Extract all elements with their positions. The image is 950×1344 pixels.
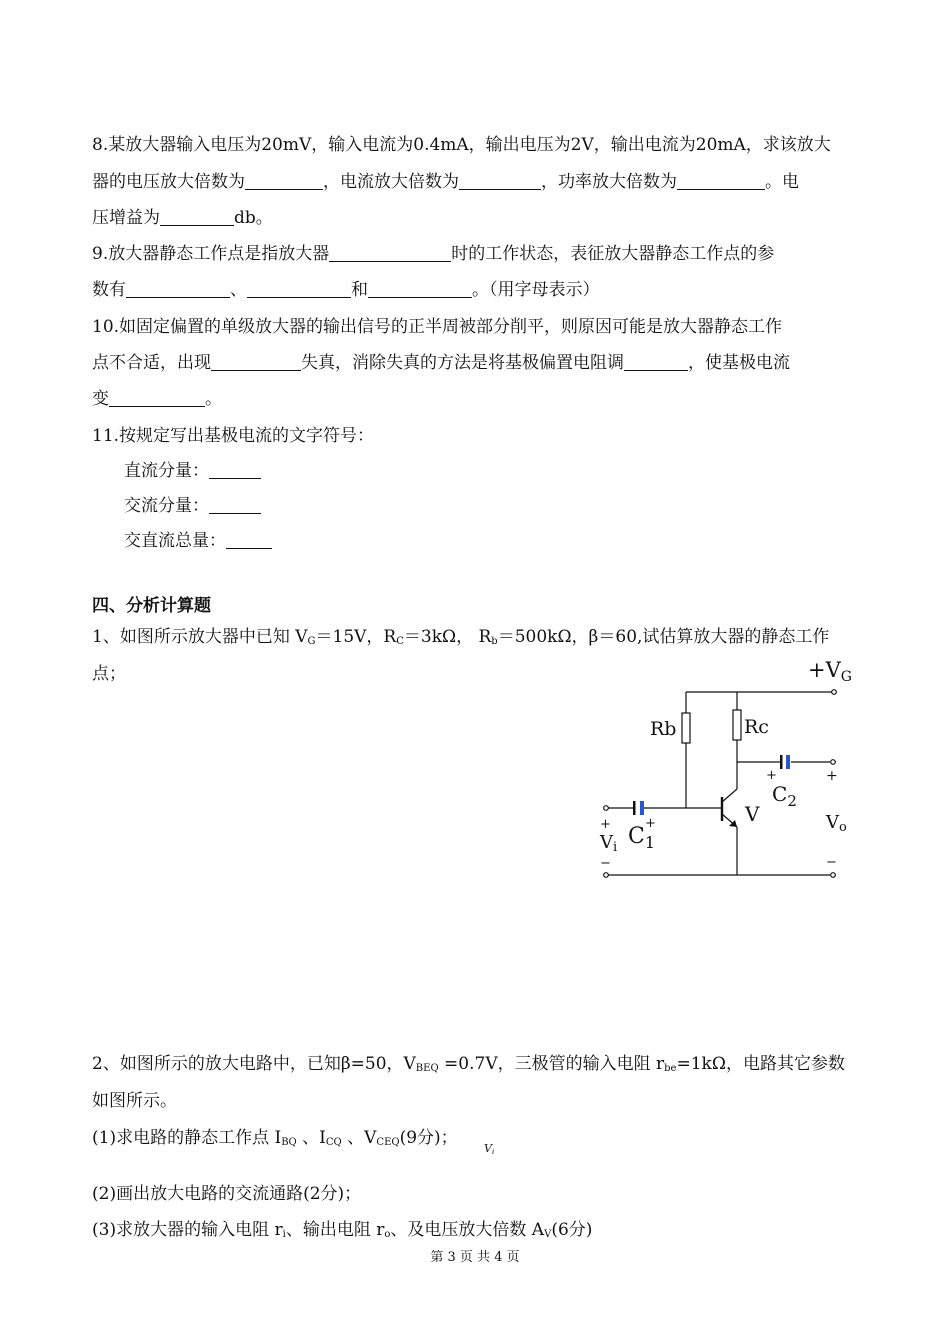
p2-text: (1)求电路的静态工作点 I — [92, 1128, 282, 1148]
q11-label: 直流分量： — [124, 461, 209, 481]
answer-blank[interactable] — [245, 171, 323, 190]
vo-label: Vo — [826, 812, 847, 835]
q11-label: 交流分量： — [124, 496, 209, 516]
answer-blank[interactable] — [211, 352, 301, 371]
terminal — [604, 806, 609, 811]
q8-text: 器的电压放大倍数为 — [92, 172, 245, 192]
p1-text: ＝500kΩ，β＝60,试估算放大器的静态工作 — [497, 627, 830, 647]
q8-line2 — [92, 170, 799, 194]
answer-blank[interactable] — [459, 171, 541, 190]
p2-line1 — [92, 1052, 845, 1081]
subscript: G — [307, 636, 316, 647]
answer-blank[interactable] — [126, 279, 230, 298]
q8-line3 — [92, 206, 273, 230]
q10-text: 变 — [92, 389, 109, 409]
answer-blank[interactable] — [209, 460, 261, 479]
p2-q2: (2)画出放大电路的交流通路(2分)； — [92, 1184, 362, 1204]
q9-text: 数有 — [92, 280, 126, 300]
c2-plus: + — [766, 768, 777, 783]
q10-line3 — [92, 387, 222, 411]
vi-plus: + — [600, 817, 611, 832]
p2-text: 、V — [341, 1128, 377, 1148]
answer-blank[interactable] — [247, 279, 351, 298]
vo-minus: − — [826, 855, 837, 870]
answer-blank[interactable] — [677, 171, 765, 190]
terminal — [831, 760, 836, 765]
q9-text: 。（用字母表示） — [472, 280, 600, 300]
answer-blank[interactable] — [368, 279, 472, 298]
answer-blank[interactable] — [160, 207, 234, 226]
transistor-label: V — [745, 802, 760, 826]
q9-text: 时的工作状态，表征放大器静态工作点的参 — [451, 244, 775, 264]
q9-line2 — [92, 278, 600, 302]
answer-blank[interactable] — [624, 352, 688, 371]
vi-minus: − — [600, 856, 611, 871]
q10-text: ，使基极电流 — [688, 353, 790, 373]
terminal — [604, 873, 609, 878]
amplifier-circuit-diagram — [590, 655, 860, 890]
q10-text: 失真，消除失真的方法是将基极偏置电阻调 — [301, 353, 624, 373]
rb-label: Rb — [650, 718, 677, 740]
p2-q1 — [92, 1126, 458, 1155]
answer-blank[interactable] — [226, 530, 272, 549]
subscript: i — [282, 1229, 286, 1240]
p2-text: (6分) — [551, 1220, 593, 1240]
terminal — [832, 690, 837, 695]
subscript: CQ — [325, 1137, 342, 1148]
answer-blank[interactable] — [329, 243, 451, 262]
p2-text: =0.7V，三极管的输入电阻 r — [438, 1054, 665, 1074]
subscript: BEQ — [415, 1063, 439, 1074]
resistor-rc — [733, 710, 741, 740]
vg-label: +VG — [808, 658, 852, 685]
subscript: C — [396, 636, 404, 647]
c1-label: $C_1$ — [628, 824, 656, 852]
q8-text: db。 — [234, 208, 273, 228]
p1-line1 — [92, 625, 829, 654]
p2-text: 、输出电阻 r — [285, 1220, 385, 1240]
terminal — [831, 873, 836, 878]
c2-label: $C_2$ — [772, 782, 797, 810]
q9-text: 9.放大器静态工作点是指放大器 — [92, 244, 330, 264]
subscript: BQ — [281, 1137, 297, 1148]
p2-text: (9分)； — [399, 1128, 458, 1148]
capacitor-c2 — [780, 755, 783, 769]
subscript: b — [491, 636, 498, 647]
subscript: CEQ — [376, 1137, 400, 1148]
page-footer: 第 3 页 共 4 页 — [430, 1250, 520, 1265]
stray-vi-label: $V_i$ — [484, 1142, 495, 1156]
p2-text: 2、如图所示的放大电路中，已知β=50，V — [92, 1054, 416, 1074]
q9-text: 、 — [230, 280, 247, 300]
subscript: be — [664, 1063, 677, 1074]
q8-text: ，功率放大倍数为 — [541, 172, 677, 192]
p2-text: 、I — [296, 1128, 326, 1148]
p2-line2: 如图所示。 — [92, 1091, 177, 1111]
q8-line1: 8.某放大器输入电压为20mV，输入电流为0.4mA，输出电压为2V，输出电流为20mA，求该放大 — [92, 135, 831, 155]
capacitor-c1 — [633, 801, 636, 815]
q11-dc — [124, 459, 261, 483]
q10-line1: 10.如固定偏置的单级放大器的输出信号的正半周被部分削平，则原因可能是放大器静态工作 — [92, 317, 783, 337]
rc-label: Rc — [744, 716, 769, 738]
p1-text: 1、如图所示放大器中已知 V — [92, 627, 308, 647]
p1-text: ＝3kΩ， R — [403, 627, 492, 647]
vo-plus: + — [826, 768, 838, 784]
subscript: V — [544, 1229, 552, 1240]
q11-title: 11.按规定写出基极电流的文字符号： — [92, 426, 375, 446]
answer-blank[interactable] — [109, 388, 205, 407]
p2-q3 — [92, 1218, 592, 1247]
q9-text: 和 — [351, 280, 368, 300]
q8-text: 。电 — [765, 172, 799, 192]
p1-text: ＝15V，R — [315, 627, 397, 647]
q10-text: 。 — [205, 389, 222, 409]
p2-text: 、及电压放大倍数 A — [390, 1220, 545, 1240]
c1-plus: + — [645, 816, 656, 831]
q9-line1 — [92, 242, 774, 266]
q11-total — [124, 529, 272, 553]
resistor-rb — [682, 713, 690, 743]
q10-line2 — [92, 351, 790, 375]
p1-line2: 点； — [92, 664, 126, 684]
answer-blank[interactable] — [209, 495, 261, 514]
q10-text: 点不合适，出现 — [92, 353, 211, 373]
subscript: o — [384, 1229, 391, 1240]
p2-text: (3)求放大器的输入电阻 r — [92, 1220, 283, 1240]
q8-text: ，电流放大倍数为 — [323, 172, 459, 192]
q8-text: 压增益为 — [92, 208, 160, 228]
q11-label: 交直流总量： — [124, 531, 226, 551]
q11-ac — [124, 494, 261, 518]
section-title: 四、分析计算题 — [92, 596, 211, 616]
p2-text: =1kΩ，电路其它参数 — [676, 1054, 845, 1074]
vi-label: Vi — [600, 832, 618, 855]
